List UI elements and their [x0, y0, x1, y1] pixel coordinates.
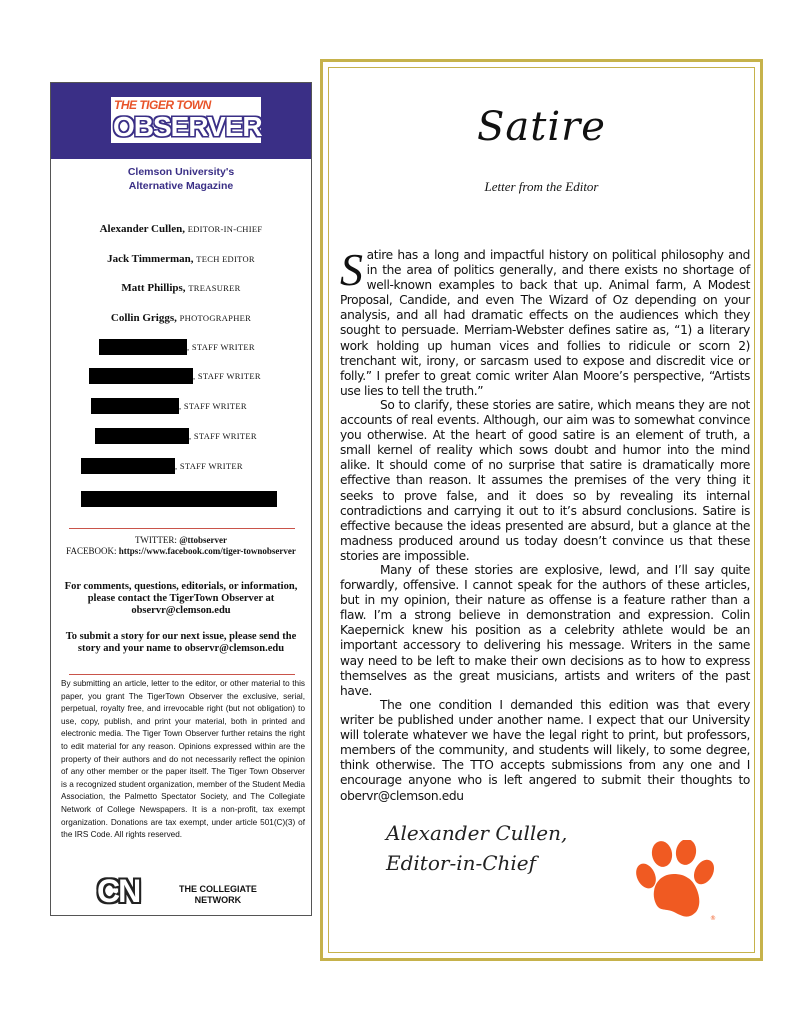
cn-text-line-1: THE COLLEGIATE — [179, 884, 257, 894]
paragraph-text: Many of these stories are explosive, lewd, and I’ll say quite forwardly, offensive. I cannot speak for the authors of these articles, but in my opinion, their nature as offense is a feature rather than a flaw. I’m a strong believe in demonstration and expression. Colin Kaepernick knew his position as a celebrity athlete would be an important accessory to delivering his message. Writers in the same way need to be left to make their own decisions as to how to express themselves as the great musicians, artists and writers of the past have. — [340, 563, 750, 698]
divider — [69, 528, 295, 529]
letter-title: Satire — [477, 104, 606, 150]
tiger-paw-icon — [634, 840, 720, 924]
staff-entry-editor — [51, 223, 311, 235]
staff-role: TECH EDITOR — [196, 254, 255, 264]
collegiate-network-text — [179, 884, 257, 906]
letter-paragraph-4 — [340, 698, 750, 804]
staff-name: Alexander Cullen, — [99, 223, 185, 235]
staff-writer-role: , STAFF WRITER — [193, 371, 261, 381]
staff-writer-role: , STAFF WRITER — [179, 401, 247, 411]
redacted-name — [81, 458, 175, 474]
paragraph-text: The one condition I demanded this edition was that every writer be published under another name. I expect that our University will tolerate whatever we have the legal right to print, but professors, members of the community, and students will likely, to some degree, think otherwise. The TTO accepts submissions from any one and I encourage anyone who is left angered to submit their thoughts to obervr@clemson.edu — [340, 698, 750, 803]
signature-title: Editor-in-Chief — [386, 851, 537, 875]
staff-entry-photographer — [51, 312, 311, 324]
letter-paragraph-3 — [340, 563, 750, 699]
letter-subtitle: Letter from the Editor — [484, 179, 599, 194]
tagline-line-2: Alternative Magazine — [128, 180, 234, 192]
staff-role: PHOTOGRAPHER — [179, 313, 252, 323]
paw-shape — [634, 840, 718, 917]
staff-role: TREASURER — [188, 283, 241, 293]
staff-sidebar — [50, 82, 312, 916]
redacted-name — [99, 339, 187, 355]
staff-role: EDITOR-IN-CHIEF — [187, 224, 263, 234]
social-links — [59, 535, 303, 557]
redacted-name — [95, 428, 189, 444]
staff-writer-role: , STAFF WRITER — [175, 461, 243, 471]
staff-entry-treasurer — [51, 282, 311, 294]
logo-top-text: THE TIGER TOWN — [114, 98, 211, 112]
legal-notice: By submitting an article, letter to the editor, or other material to this paper, you grant The TigerTown Observer the exclusive, serial, perpetual, royalty free, and irrevocable right (but not obligation) to use, copy, publish, and print your material, both in printed and electronic media. The Tiger Town Observer further retains the right to edit material for any reason. Opinions expressed within are the property of their authors and do not necessarily reflect the opinion of any other member or the paper itself. The Tiger Town Observer is a recognized student organization, member of the Student Media Association, the Palmetto Spectator Society, and The Collegiate Network of College Newspapers. It is a non-profit, tax exempt organization. Donations are tax exempt, under article 501(C)(3) of the IRS Code. All rights reserved. — [61, 679, 305, 840]
collegiate-network-logo: CN — [97, 873, 140, 909]
cn-text-line-2: NETWORK — [194, 895, 242, 905]
masthead — [51, 83, 311, 159]
editor-signature — [386, 818, 567, 878]
redacted-line — [81, 491, 277, 507]
staff-writer-role: , STAFF WRITER — [187, 342, 255, 352]
staff-writer-role: , STAFF WRITER — [189, 431, 257, 441]
redacted-name — [91, 398, 179, 414]
tagline-line-1: Clemson University's — [127, 166, 235, 178]
letter-paragraph-1: Satire has a long and impactful history on political philosophy and in the area of politics generally, and there exists no shortage of well-known examples to back that up. Animal farm, A Modest Proposal, Candide, and even The Wizard of Oz depending on your analysis, and all had dramatic effects on the audiences which they sought to persuade. Merriam-Webster defines satire as, “1) a literary work holding up human vices and follies to ridicule or scorn 2) trenchant wit, irony, or sarcasm used to expose and discredit vice or folly.” I prefer to great comic writer Alan Moore’s perspective, “Artists use lies to tell the truth.” — [340, 244, 750, 398]
staff-name: Matt Phillips, — [121, 282, 186, 294]
divider — [69, 674, 295, 675]
observer-logo — [111, 97, 261, 143]
signature-name: Alexander Cullen, — [386, 821, 568, 845]
facebook-link[interactable]: https://www.facebook.com/tiger-townobserver — [118, 546, 296, 556]
tagline — [51, 165, 311, 193]
staff-name: Jack Timmerman, — [107, 253, 194, 265]
staff-entry-tech — [51, 253, 311, 265]
submit-info: To submit a story for our next issue, please send the story and your name to observr@clemson.edu — [65, 631, 297, 654]
contact-info: For comments, questions, editorials, or information, please contact the TigerTown Observer at observr@clemson.edu — [64, 581, 298, 616]
letter-paragraph-2 — [340, 398, 750, 564]
facebook-label: FACEBOOK: — [66, 546, 117, 556]
twitter-label: TWITTER: — [134, 535, 177, 545]
registered-mark: ® — [710, 915, 716, 922]
redacted-name — [89, 368, 193, 384]
logo-main-text: OBSERVER — [113, 111, 262, 142]
paragraph-text: So to clarify, these stories are satire, which means they are not accounts of real events. Although, our aim was to somewhat convince you otherwise. At the heart of good satire is an element of truth, a small kernel of reality which sows doubt and humor into the mind alike. It should come of no surprise that satire is dramatically more effective than reason. It assumes the premises of the very thing it seeks to prove false, and it does so by revealing its internal contradictions and carrying it out to it’s absurd conclusions. Satire is effective because the ideas presented are absurd, but a glance at the madness produced around us today doesn’t convince us that these stories are impossible. — [340, 398, 750, 563]
twitter-handle[interactable]: @ttobserver — [179, 535, 228, 545]
staff-name: Collin Griggs, — [110, 312, 177, 324]
